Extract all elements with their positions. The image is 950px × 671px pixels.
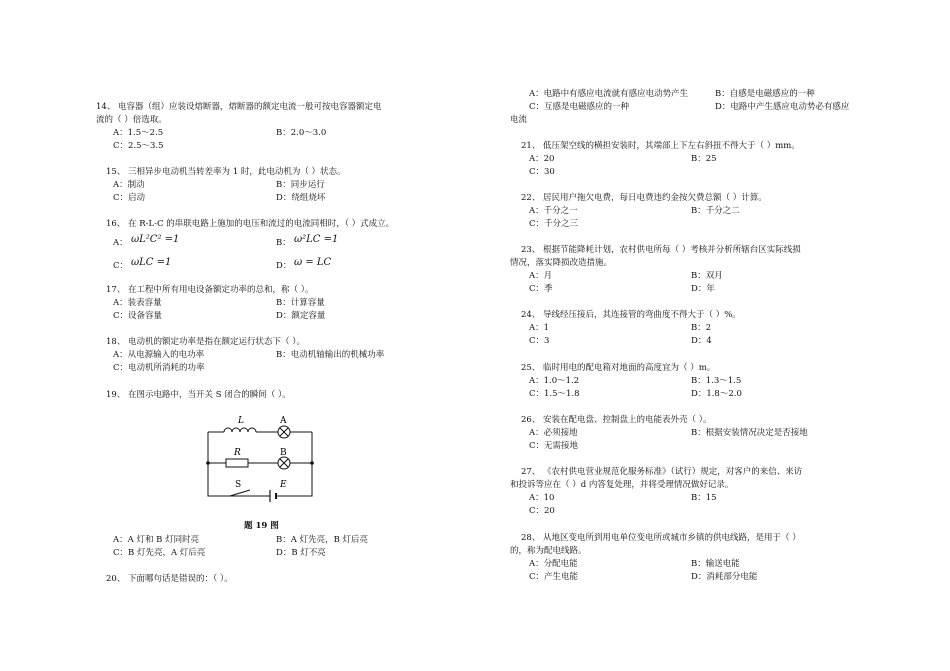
q19-option-b: B：A 灯先亮，B 灯后亮 xyxy=(276,535,369,545)
q22-option-b: B：千分之二 xyxy=(691,206,740,216)
q25-option-b: B：1.3～1.5 xyxy=(691,376,742,386)
q18-option-b: B：电动机轴输出的机械功率 xyxy=(276,350,385,360)
q23-stem-line2: 情况，落实降损改造措施。 xyxy=(510,258,613,268)
q23-option-d: D：年 xyxy=(691,284,715,294)
q16-option-b-label: B： xyxy=(276,238,291,248)
q15-option-d: D：绕组烧坏 xyxy=(276,193,326,203)
q19-option-a: A：A 灯和 B 灯同时亮 xyxy=(113,535,200,545)
q25-option-c: C：1.5～1.8 xyxy=(529,389,580,399)
q21-stem: 21、 低压架空线的横担安装时，其端部上下左右斜扭不得大于（ ）mm。 xyxy=(521,141,800,151)
q19-stem: 19、 在图示电路中，当开关 S 闭合的瞬间（ ）。 xyxy=(106,390,291,400)
q23-option-b: B：双月 xyxy=(691,271,723,281)
switch-symbol xyxy=(230,490,250,496)
q20-option-a: A：电路中有感应电流就有感应电动势产生 xyxy=(529,89,689,99)
q26-option-b: B：根据安装情况决定是否接地 xyxy=(691,428,808,438)
circuit-label-e: E xyxy=(280,480,287,490)
q15-option-c: C：启动 xyxy=(113,193,146,203)
q18-stem: 18、 电动机的额定功率是指在额定运行状态下（ ）。 xyxy=(106,337,305,347)
q19-option-d: D：B 灯不亮 xyxy=(276,548,326,558)
q25-option-a: A：1.0～1.2 xyxy=(529,376,580,386)
q17-option-b: B：计算容量 xyxy=(276,298,325,308)
q24-option-b: B：2 xyxy=(691,323,712,333)
q21-option-b: B：25 xyxy=(691,154,717,164)
q22-stem: 22、 居民用户拖欠电费，每日电费违约金按欠费总额（ ）计算。 xyxy=(521,193,767,203)
q22-option-a: A：千分之一 xyxy=(529,206,578,216)
q27-stem-line2: 和投诉等应在（ ）d 内答复处理，并将受理情况做好记录。 xyxy=(510,480,734,490)
q16-stem: 16、 在 R-L-C 的串联电路上施加的电压和流过的电流同相时，（ ）式成立。 xyxy=(106,219,395,229)
q15-option-b: B：同步运行 xyxy=(276,180,325,190)
q17-stem: 17、 在工程中所有用电设备额定功率的总和，称（ ）。 xyxy=(106,285,314,295)
q14-stem-line1: 14、 电容器（组）应装设熔断器，熔断器的额定电流一般可按电容器额定电 xyxy=(96,102,382,112)
q16-option-a-label: A： xyxy=(113,238,128,248)
q14-option-c: C：2.5～3.5 xyxy=(113,141,164,151)
q16-option-d-label: D： xyxy=(276,261,292,271)
q27-option-b: B：15 xyxy=(691,493,717,503)
q19-circuit-diagram xyxy=(200,410,325,505)
q27-option-a: A：10 xyxy=(529,493,555,503)
q14-stem-line2: 流的（ ）倍选取。 xyxy=(96,115,167,125)
q25-option-d: D：1.8～2.0 xyxy=(691,389,742,399)
q26-option-c: C：无需接地 xyxy=(529,441,579,451)
q27-option-c: C：20 xyxy=(529,506,555,516)
q14-option-b: B：2.0～3.0 xyxy=(276,128,327,138)
circuit-label-b: B xyxy=(280,448,287,458)
q28-stem-line1: 28、 从地区变电所到用电单位变电所或城市乡镇的供电线路，是用于（ ） xyxy=(521,533,801,543)
circuit-wire-right xyxy=(284,432,312,496)
q20-option-c: C：互感是电磁感应的一种 xyxy=(529,102,630,112)
q14-option-a: A：1.5～2.5 xyxy=(113,128,164,138)
q28-option-b: B：输送电能 xyxy=(691,559,740,569)
resistor-symbol xyxy=(226,459,248,467)
q23-option-a: A：月 xyxy=(529,271,553,281)
q16-option-c-label: C： xyxy=(113,261,129,271)
q23-stem-line1: 23、 根据节能降耗计划，农村供电所每（ ）考核并分析所辖台区实际线损 xyxy=(521,245,801,255)
circuit-label-l: L xyxy=(238,416,244,426)
circuit-label-s: S xyxy=(235,480,242,490)
q23-option-c: C：季 xyxy=(529,284,553,294)
q16-option-a-formula: ωL²C² =1 xyxy=(131,234,180,245)
q26-option-a: A：必须接地 xyxy=(529,428,578,438)
q16-option-b-formula: ω²LC =1 xyxy=(294,234,339,245)
q28-option-c: C：产生电能 xyxy=(529,572,579,582)
q16-option-c-formula: ωLC =1 xyxy=(131,257,172,268)
q21-option-c: C：30 xyxy=(529,167,555,177)
q20-stem: 20、 下面哪句话是错误的：（ ）。 xyxy=(106,574,233,584)
q28-option-a: A：分配电能 xyxy=(529,559,578,569)
q17-option-a: A：装表容量 xyxy=(113,298,162,308)
q28-option-d: D：消耗部分电能 xyxy=(691,572,758,582)
q17-option-c: C：设备容量 xyxy=(113,311,163,321)
q20-option-d-tail: 电流 xyxy=(510,115,528,125)
q19-option-c: C：B 灯先亮，A 灯后亮 xyxy=(113,548,206,558)
circuit-label-a: A xyxy=(280,416,287,426)
q28-stem-line2: 的，称为配电线路。 xyxy=(510,546,587,556)
q20-option-d: D：电路中产生感应电动势必有感应 xyxy=(715,102,850,112)
q17-option-d: D：额定容量 xyxy=(276,311,326,321)
q19-figure-caption: 题 19 图 xyxy=(244,521,279,531)
q18-option-c: C：电动机所消耗的功率 xyxy=(113,363,205,373)
q16-option-d-formula: ω = LC xyxy=(294,257,332,268)
q15-option-a: A：制动 xyxy=(113,180,145,190)
q24-option-a: A：1 xyxy=(529,323,550,333)
q22-option-c: C：千分之三 xyxy=(529,219,579,229)
q24-stem: 24、 导线经压接后，其连接管的弯曲度不得大于（ ）%。 xyxy=(521,310,741,320)
q15-stem: 15、 三相异步电动机当转差率为 1 时，此电动机为（ ）状态。 xyxy=(106,167,346,177)
inductor-symbol xyxy=(224,428,256,432)
q24-option-c: C：3 xyxy=(529,336,550,346)
q20-option-b: B：自感是电磁感应的一种 xyxy=(715,89,815,99)
q18-option-a: A：从电源输入的电功率 xyxy=(113,350,205,360)
circuit-label-r: R xyxy=(234,448,241,458)
q26-stem: 26、 安装在配电盘、控制盘上的电能表外壳（ ）。 xyxy=(521,415,712,425)
q25-stem: 25、 临时用电的配电箱对地面的高度宜为（ ）m。 xyxy=(521,363,716,373)
q24-option-d: D：4 xyxy=(691,336,712,346)
q27-stem-line1: 27、 《农村供电营业规范化服务标准》（试行）规定，对客户的来信、来访 xyxy=(521,467,803,477)
q21-option-a: A：20 xyxy=(529,154,555,164)
